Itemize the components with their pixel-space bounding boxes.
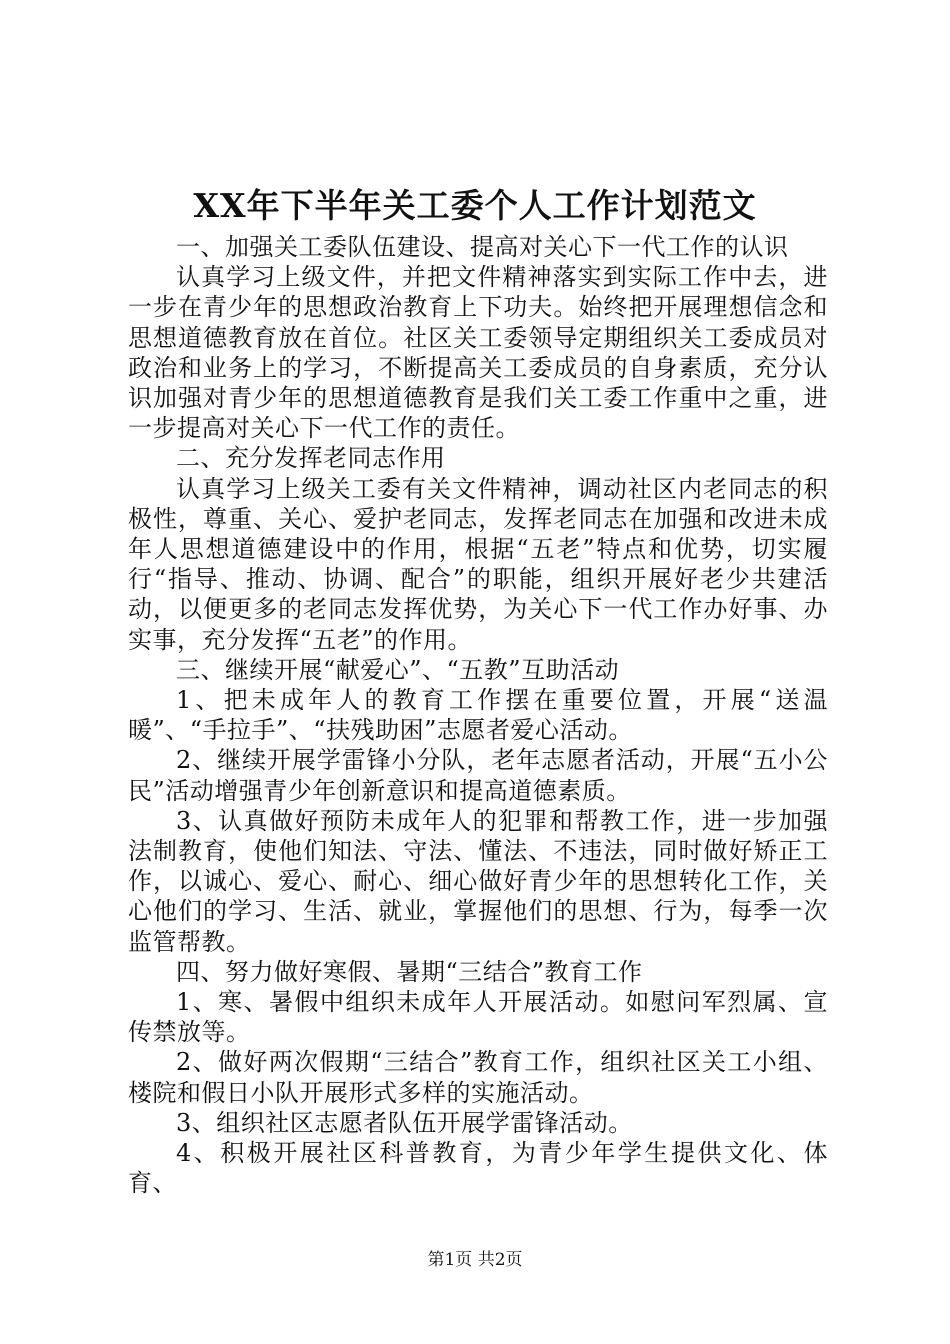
list-item: 1、寒、暑假中组织未成年人开展活动。如慰问军烈属、宣传禁放等。	[128, 988, 828, 1047]
document-title: XX年下半年关工委个人工作计划范文	[193, 186, 757, 225]
page-number-footer: 第1页 共2页	[427, 1250, 523, 1270]
list-item: 3、组织社区志愿者队伍开展学雷锋活动。	[176, 1108, 633, 1137]
list-item: 4、积极开展社区科普教育，为青少年学生提供文化、体育、	[128, 1139, 828, 1198]
list-item: 2、继续开展学雷锋小分队，老年志愿者活动，开展“五小公民”活动增强青少年创新意识和提高道德素质。	[128, 746, 828, 805]
document-body	[128, 232, 828, 1199]
list-item: 1、把未成年人的教育工作摆在重要位置，开展“送温暖”、“手拉手”、“扶残助困”志愿者爱心活动。	[128, 686, 828, 745]
list-item: 2、做好两次假期“三结合”教育工作，组织社区关工小组、楼院和假日小队开展形式多样的实施活动。	[128, 1048, 828, 1107]
paragraph: 认真学习上级文件，并把文件精神落实到实际工作中去，进一步在青少年的思想政治教育上下功夫。始终把开展理想信念和思想道德教育放在首位。社区关工委领导定期组织关工委成员对政治和业务上的学习，不断提高关工委成员的自身素质，充分认识加强对青少年的思想道德教育是我们关工委工作重中之重，进一步提高对关心下一代工作的责任。	[128, 263, 828, 443]
section-heading-3: 三、继续开展“献爱心”、“五教”互助活动	[176, 655, 620, 684]
section-heading-4: 四、努力做好寒假、暑期“三结合”教育工作	[176, 957, 643, 986]
section-heading-2: 二、充分发挥老同志作用	[176, 444, 446, 473]
list-item: 3、认真做好预防未成年人的犯罪和帮教工作，进一步加强法制教育，使他们知法、守法、懂法、不违法，同时做好矫正工作，以诚心、爱心、耐心、细心做好青少年的思想转化工作，关心他们的学习、生活、就业，掌握他们的思想、行为，每季一次监管帮教。	[128, 806, 828, 956]
paragraph: 认真学习上级关工委有关文件精神，调动社区内老同志的积极性，尊重、关心、爱护老同志，发挥老同志在加强和改进未成年人思想道德建设中的作用，根据“五老”特点和优势，切实履行“指导、推动、协调、配合”的职能，组织开展好老少共建活动，以便更多的老同志发挥优势，为关心下一代工作办好事、办实事，充分发挥“五老”的作用。	[128, 474, 828, 654]
section-heading-1: 一、加强关工委队伍建设、提高对关心下一代工作的认识	[176, 233, 789, 261]
